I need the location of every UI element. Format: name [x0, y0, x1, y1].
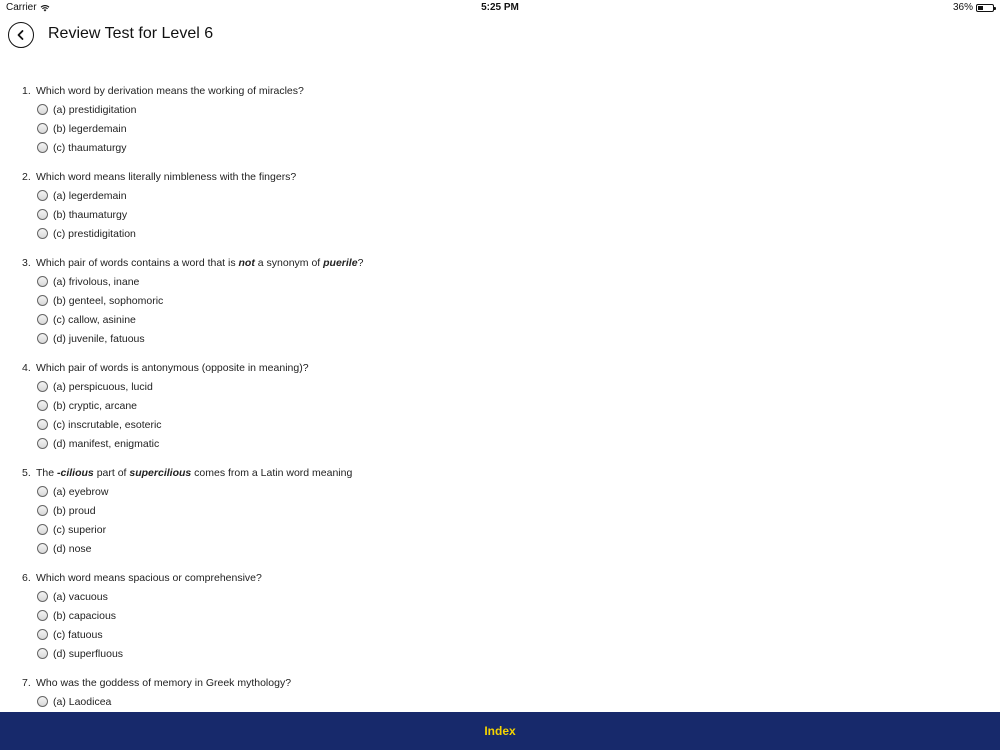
answer-option[interactable]	[22, 100, 1000, 119]
answer-option-label: (a) Laodicea	[53, 695, 112, 708]
question-7	[22, 676, 1000, 711]
question-5	[22, 466, 1000, 558]
radio-button[interactable]	[37, 486, 48, 497]
answer-option[interactable]	[22, 329, 1000, 348]
page-title: Review Test for Level 6	[48, 25, 214, 42]
answer-option[interactable]	[22, 415, 1000, 434]
answer-option[interactable]	[22, 482, 1000, 501]
answer-option[interactable]	[22, 377, 1000, 396]
radio-button[interactable]	[37, 228, 48, 239]
question-3	[22, 256, 1000, 348]
radio-button[interactable]	[37, 381, 48, 392]
question-4	[22, 361, 1000, 453]
radio-button[interactable]	[37, 142, 48, 153]
question-text-part: Which word by derivation means the working of miracles?	[36, 85, 304, 97]
battery-icon	[976, 4, 994, 12]
battery-indicator	[953, 2, 994, 13]
emphasis-text: puerile	[323, 257, 358, 269]
question-text	[22, 676, 1000, 690]
question-text	[22, 361, 1000, 375]
answer-option[interactable]	[22, 205, 1000, 224]
nav-header	[0, 20, 1000, 50]
radio-button[interactable]	[37, 629, 48, 640]
question-text	[22, 571, 1000, 585]
radio-button[interactable]	[37, 648, 48, 659]
question-text-part: The	[36, 467, 58, 479]
answer-option[interactable]	[22, 625, 1000, 644]
radio-button[interactable]	[37, 505, 48, 516]
radio-button[interactable]	[37, 123, 48, 134]
answer-option[interactable]	[22, 644, 1000, 663]
question-text-part: part of	[93, 467, 130, 479]
bottom-toolbar	[0, 712, 1000, 750]
answer-option-label: (b) genteel, sophomoric	[53, 294, 164, 307]
emphasis-text: supercilious	[129, 467, 192, 479]
question-number: 2.	[22, 171, 31, 183]
answer-option-label: (b) thaumaturgy	[53, 208, 128, 221]
answer-option-label: (c) fatuous	[53, 628, 103, 641]
answer-option[interactable]	[22, 272, 1000, 291]
radio-button[interactable]	[37, 591, 48, 602]
answer-option-label: (a) perspicuous, lucid	[53, 380, 153, 393]
answer-option[interactable]	[22, 434, 1000, 453]
radio-button[interactable]	[37, 438, 48, 449]
answer-option-label: (c) thaumaturgy	[53, 141, 127, 154]
question-text	[22, 84, 1000, 98]
answer-option[interactable]	[22, 539, 1000, 558]
question-1	[22, 84, 1000, 157]
radio-button[interactable]	[37, 209, 48, 220]
question-2	[22, 170, 1000, 243]
answer-option[interactable]	[22, 224, 1000, 243]
radio-button[interactable]	[37, 276, 48, 287]
question-text-part: Which word means literally nimbleness with the fingers?	[36, 171, 297, 183]
answer-option[interactable]	[22, 310, 1000, 329]
radio-button[interactable]	[37, 419, 48, 430]
answer-option-label: (a) frivolous, inane	[53, 275, 140, 288]
status-time: 5:25 PM	[481, 2, 519, 13]
question-text-part: Which pair of words contains a word that is	[36, 257, 239, 269]
answer-option[interactable]	[22, 119, 1000, 138]
index-button[interactable]: Index	[484, 724, 516, 738]
question-text-part: Which word means spacious or comprehensive?	[36, 572, 262, 584]
radio-button[interactable]	[37, 104, 48, 115]
answer-option[interactable]	[22, 606, 1000, 625]
question-number: 3.	[22, 257, 31, 269]
question-text	[22, 170, 1000, 184]
emphasis-text: -cilious	[57, 467, 94, 479]
radio-button[interactable]	[37, 400, 48, 411]
answer-option-label: (a) legerdemain	[53, 189, 127, 202]
answer-option[interactable]	[22, 396, 1000, 415]
answer-option-label: (a) eyebrow	[53, 485, 109, 498]
answer-option[interactable]	[22, 186, 1000, 205]
answer-option-label: (c) prestidigitation	[53, 227, 136, 240]
answer-option-label: (b) proud	[53, 504, 96, 517]
battery-percent: 36%	[952, 2, 973, 13]
question-number: 7.	[22, 677, 31, 689]
answer-option-label: (b) capacious	[53, 609, 117, 622]
radio-button[interactable]	[37, 314, 48, 325]
answer-option[interactable]	[22, 138, 1000, 157]
radio-button[interactable]	[37, 610, 48, 621]
answer-option-label: (a) prestidigitation	[53, 103, 137, 116]
question-list[interactable]	[22, 84, 1000, 712]
answer-option[interactable]	[22, 692, 1000, 711]
answer-option-label: (c) superior	[53, 523, 107, 536]
answer-option-label: (c) inscrutable, esoteric	[53, 418, 162, 431]
answer-option[interactable]	[22, 501, 1000, 520]
radio-button[interactable]	[37, 190, 48, 201]
radio-button[interactable]	[37, 333, 48, 344]
question-text-part: comes from a Latin word meaning	[191, 467, 353, 479]
question-number: 5.	[22, 467, 31, 479]
answer-option[interactable]	[22, 587, 1000, 606]
answer-option[interactable]	[22, 520, 1000, 539]
question-text-part: a synonym of	[254, 257, 324, 269]
answer-option-label: (b) legerdemain	[53, 122, 127, 135]
question-text-part: ?	[357, 257, 364, 269]
answer-option-label: (d) manifest, enigmatic	[53, 437, 160, 450]
question-6	[22, 571, 1000, 663]
answer-option-label: (b) cryptic, arcane	[53, 399, 138, 412]
emphasis-text: not	[238, 257, 255, 269]
question-number: 1.	[22, 85, 31, 97]
question-number: 6.	[22, 572, 31, 584]
answer-option-label: (d) nose	[53, 542, 92, 555]
back-button[interactable]	[8, 22, 34, 48]
radio-button[interactable]	[37, 295, 48, 306]
radio-button[interactable]	[37, 543, 48, 554]
answer-option-label: (c) callow, asinine	[53, 313, 136, 326]
question-text	[22, 466, 1000, 480]
status-bar	[0, 0, 1000, 16]
chevron-left-icon	[15, 29, 27, 41]
carrier-label: Carrier	[6, 2, 37, 13]
question-text-part: Who was the goddess of memory in Greek mythology?	[36, 677, 292, 689]
question-number: 4.	[22, 362, 31, 374]
answer-option-label: (a) vacuous	[53, 590, 108, 603]
radio-button[interactable]	[37, 696, 48, 707]
answer-option-label: (d) juvenile, fatuous	[53, 332, 145, 345]
question-text-part: Which pair of words is antonymous (opposite in meaning)?	[36, 362, 309, 374]
question-text	[22, 256, 1000, 270]
radio-button[interactable]	[37, 524, 48, 535]
answer-option[interactable]	[22, 291, 1000, 310]
answer-option-label: (d) superfluous	[53, 647, 124, 660]
